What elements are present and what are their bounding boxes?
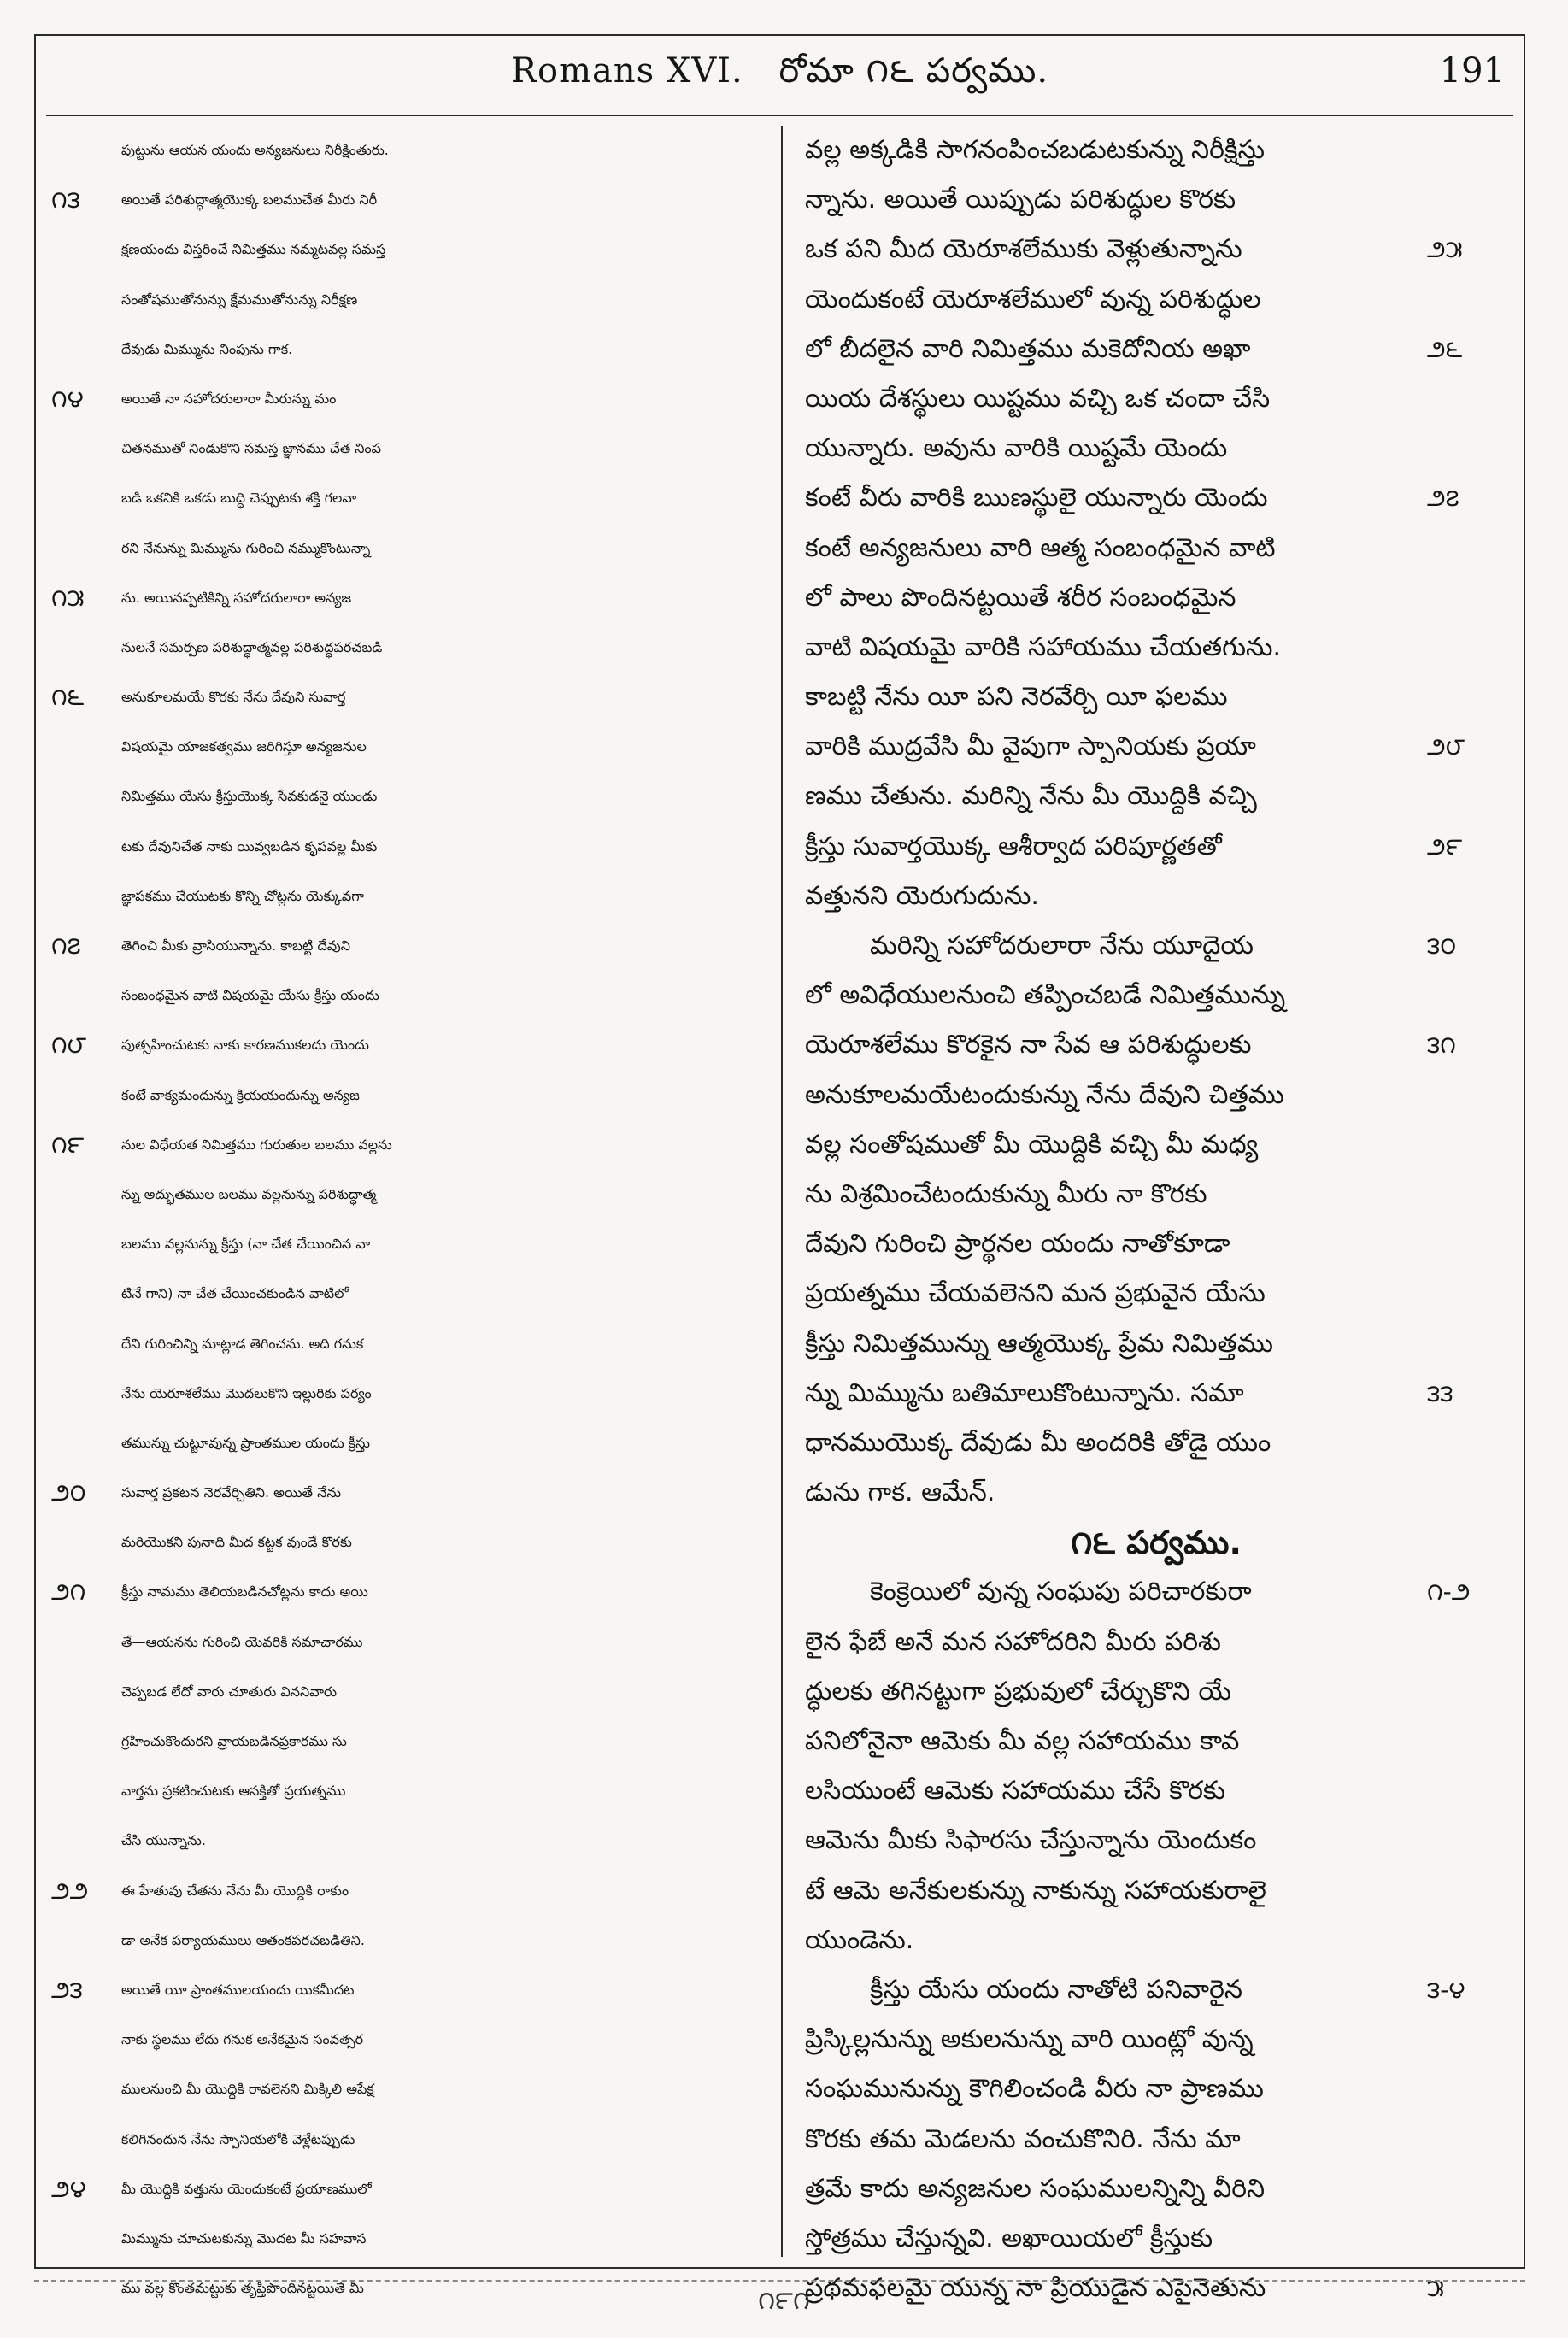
line-text: బడి ఒకనికి ఒకడు బుద్ధి చెప్పుటకు శక్తి గలవా bbox=[121, 490, 357, 507]
line-text: డా అనేక పర్యాయములు ఆతంకపరచబడితిని. bbox=[121, 1931, 365, 1948]
line-text: యియ దేశస్థులు యిష్టము వచ్చి ఒక చందా చేసి bbox=[805, 383, 1271, 414]
text-line bbox=[793, 2065, 1519, 2114]
text-line bbox=[44, 1567, 771, 1617]
line-text: మీ యొద్దికి వత్తును యెందుకంటే ప్రయాణములో bbox=[121, 2180, 372, 2197]
line-text: మరియొకని పునాది మీద కట్టక వుండే కొరకు bbox=[121, 1534, 352, 1551]
line-text: వార్తను ప్రకటించుటకు ఆసక్తితో ప్రయత్నము bbox=[121, 1783, 346, 1800]
line-text: క్రీస్తు నిమిత్తమున్ను ఆత్మయొక్క ప్రేమ నిమిత్తము bbox=[805, 1328, 1273, 1359]
text-line bbox=[793, 1816, 1519, 1865]
text-line bbox=[44, 1916, 771, 1965]
line-text: స్తోత్రము చేస్తున్నవి. అఖాయియలో క్రీస్తుకు bbox=[805, 2223, 1213, 2253]
text-line bbox=[793, 1916, 1519, 1965]
text-line bbox=[44, 2115, 771, 2165]
text-line bbox=[44, 1468, 771, 1518]
line-text: చెప్పబడ లేదో వారు చూతురు విననివారు bbox=[121, 1683, 338, 1700]
text-line bbox=[793, 275, 1519, 325]
line-text: సంబంధమైన వాటి విషయమై యేసు క్రీస్తు యందు bbox=[121, 987, 379, 1004]
line-text: దేని గురించిన్ని మాట్లాడ తెగించను. అది గనుక bbox=[121, 1335, 364, 1352]
text-line bbox=[793, 1717, 1519, 1766]
line-text: తమున్ను చుట్టూవున్న ప్రాంతముల యందు క్రీస్తు bbox=[121, 1434, 370, 1451]
verse-number: ౨౨ bbox=[51, 1876, 89, 1905]
text-line bbox=[44, 126, 771, 175]
verse-number: ౧౭ bbox=[51, 931, 81, 960]
text-line bbox=[793, 1965, 1519, 2015]
text-line bbox=[44, 524, 771, 573]
verse-number: ౨౦ bbox=[51, 1478, 86, 1507]
line-text: క్షణయందు విస్తరించే నిమిత్తము నమ్మటవల్ల సమస్త bbox=[121, 241, 386, 258]
line-text: టినే గాని) నా చేత చేయించకుండిన వాటిలో bbox=[121, 1285, 349, 1302]
line-text: డును గాక. ఆమేన్. bbox=[805, 1477, 995, 1508]
running-title-telugu: రోమా ౧౬ పర్వము. bbox=[778, 51, 1049, 91]
line-text: వత్తునని యెరుగుదును. bbox=[805, 880, 1039, 911]
text-line bbox=[793, 1419, 1519, 1468]
line-text: కలిగినందున నేను స్పానియలోకి వెళ్లేటప్పుడు bbox=[121, 2130, 355, 2147]
line-text: మరిన్ని సహోదరులారా నేను యూదైయ bbox=[870, 931, 1254, 960]
text-line bbox=[793, 921, 1519, 971]
right-column bbox=[793, 126, 1519, 2304]
line-text: కొరకు తమ మెడలను వంచుకొనిరి. నేను మా bbox=[805, 2124, 1241, 2154]
line-text: చేసి యున్నాను. bbox=[121, 1832, 206, 1849]
line-text: వారికి ముద్రవేసి మీ వైపుగా స్పానియకు ప్రయా bbox=[805, 731, 1256, 762]
text-line bbox=[44, 2165, 771, 2214]
text-line bbox=[793, 1269, 1519, 1319]
line-text: ఈ హేతువు చేతను నేను మీ యొద్దికి రాకుం bbox=[121, 1882, 349, 1899]
verse-number: ౧౮ bbox=[51, 1031, 87, 1060]
line-text: దేవుని గురించి ప్రార్థనల యందు నాతోకూడా bbox=[805, 1229, 1230, 1260]
line-text: ను. అయినప్పటికిన్ని సహోదరులారా అన్యజ bbox=[121, 589, 352, 606]
line-text: లో అవిధేయులనుంచి తప్పించబడే నిమిత్తమున్ను bbox=[805, 980, 1286, 1011]
text-line bbox=[44, 1219, 771, 1269]
verse-number: ౨౭ bbox=[1427, 484, 1459, 513]
text-line bbox=[44, 1020, 771, 1070]
text-line bbox=[793, 772, 1519, 821]
line-text: అనుకూలమయే కొరకు నేను దేవుని సువార్త bbox=[121, 689, 346, 706]
chapter-heading bbox=[793, 1518, 1519, 1567]
text-line bbox=[793, 126, 1519, 175]
line-text: అయితే యీ ప్రాంతములయందు యికమీదట bbox=[121, 1981, 355, 1998]
text-line bbox=[44, 1419, 771, 1468]
text-line bbox=[44, 1965, 771, 2015]
line-text: క్రీస్తు యేసు యందు నాతోటి పనివారైన bbox=[870, 1974, 1242, 2005]
text-line bbox=[793, 1020, 1519, 1070]
text-line bbox=[44, 473, 771, 523]
text-line bbox=[44, 673, 771, 722]
line-text: ఒక పని మీద యెరూశలేముకు వెళ్లుతున్నాను bbox=[805, 234, 1242, 265]
line-text: తెగించి మీకు వ్రాసియున్నాను. కాబట్టి దేవుని bbox=[121, 937, 350, 954]
line-text: లో పాలు పొందినట్టయితే శరీర సంబంధమైన bbox=[805, 582, 1236, 613]
text-line bbox=[793, 1219, 1519, 1269]
text-line bbox=[793, 2015, 1519, 2065]
line-text: ములనుంచి మీ యొద్దికి రావలెనని మిక్కిలి అపేక్ష bbox=[121, 2081, 374, 2098]
text-line bbox=[44, 1269, 771, 1319]
running-title bbox=[36, 51, 1524, 99]
verse-number: ౨౩ bbox=[51, 1975, 83, 2004]
text-line bbox=[44, 1071, 771, 1120]
text-line bbox=[793, 1866, 1519, 1916]
line-text: న్నాను. అయితే యిప్పుడు పరిశుద్ధుల కొరకు bbox=[805, 185, 1236, 215]
line-text: క్రీస్తు సువార్తయొక్క ఆశీర్వాద పరిపూర్ణతతో bbox=[805, 831, 1222, 861]
page-number: 191 bbox=[1439, 51, 1505, 91]
text-line bbox=[793, 524, 1519, 573]
text-line bbox=[793, 822, 1519, 872]
line-text: పుట్టును ఆయన యందు అన్యజనులు నిరీక్షింతురు. bbox=[121, 142, 389, 158]
line-text: చితనముతో నిండుకొని సమస్త జ్ఞానము చేత నింప bbox=[121, 440, 382, 457]
text-line bbox=[44, 921, 771, 971]
verse-number: ౩-౪ bbox=[1427, 1975, 1465, 2004]
text-line bbox=[44, 424, 771, 473]
text-line bbox=[793, 1618, 1519, 1667]
text-line bbox=[44, 872, 771, 921]
line-text: తే—ఆయనను గురించి యెవరికి సమాచారము bbox=[121, 1633, 363, 1650]
text-line bbox=[44, 1618, 771, 1667]
text-line bbox=[793, 1567, 1519, 1617]
text-line bbox=[44, 2065, 771, 2114]
line-text: యుండెను. bbox=[805, 1924, 914, 1955]
line-text: లసియుంటే ఆమెకు సహాయము చేసే కొరకు bbox=[805, 1776, 1225, 1806]
line-text: వాటి విషయమై వారికి సహాయము చేయతగును. bbox=[805, 631, 1281, 662]
verse-number: ౩౩ bbox=[1427, 1378, 1453, 1407]
line-text: న్ను మిమ్మును బతిమాలుకొంటున్నాను. సమా bbox=[805, 1378, 1244, 1408]
line-text: లైన ఫేబే అనే మన సహోదరిని మీరు పరిశు bbox=[805, 1626, 1221, 1657]
line-text: కాబట్టి నేను యీ పని నెరవేర్చి యీ ఫలము bbox=[805, 682, 1228, 713]
text-line bbox=[44, 1518, 771, 1567]
line-text: ఆమెను మీకు సిఫారసు చేస్తున్నాను యెందుకం bbox=[805, 1825, 1257, 1856]
line-text: కెంక్రెయిలో వున్న సంఘపు పరిచారకురా bbox=[870, 1577, 1252, 1607]
line-text: టకు దేవునిచేత నాకు యివ్వబడిన కృపవల్ల మీకు bbox=[121, 837, 378, 855]
text-line bbox=[44, 225, 771, 274]
text-line bbox=[793, 325, 1519, 374]
line-text: యెందుకంటే యెరూశలేములో వున్న పరిశుద్ధుల bbox=[805, 284, 1261, 314]
text-line bbox=[793, 374, 1519, 424]
verse-number: ౧౯ bbox=[51, 1130, 85, 1159]
verse-number: ౧౩ bbox=[51, 185, 80, 214]
line-text: జ్ఞాపకము చేయుటకు కొన్ని చోట్లను యెక్కువగా bbox=[121, 887, 364, 904]
line-text: నులనే సమర్పణ పరిశుద్ధాత్మవల్ల పరిశుద్ధపరచబడి bbox=[121, 638, 383, 655]
text-line bbox=[44, 2015, 771, 2065]
chapter-heading-text: ౧౬ పర్వము. bbox=[1071, 1524, 1242, 1562]
line-text: కంటే వీరు వారికి ఋణస్థులై యున్నారు యెందు bbox=[805, 483, 1268, 514]
text-line bbox=[793, 1120, 1519, 1170]
text-line bbox=[44, 275, 771, 325]
line-text: ణము చేతును. మరిన్ని నేను మీ యొద్దికి వచ్చి bbox=[805, 781, 1257, 812]
text-line bbox=[793, 225, 1519, 274]
line-text: సంతోషముతోనున్ను క్షేమముతోనున్ను నిరీక్షణ bbox=[121, 291, 358, 308]
text-line bbox=[44, 374, 771, 424]
text-line bbox=[793, 1468, 1519, 1518]
line-text: నేను యెరూశలేము మొదలుకొని ఇల్లురికు పర్యం bbox=[121, 1384, 372, 1401]
line-text: న్ను అద్భుతముల బలము వల్లనున్ను పరిశుద్ధాత్మ bbox=[121, 1185, 377, 1202]
verse-number: ౨౬ bbox=[1427, 334, 1463, 363]
line-text: సంఘమునున్ను కౌగిలించండి వీరు నా ప్రాణము bbox=[805, 2074, 1264, 2105]
footer-rule bbox=[34, 2280, 1525, 2282]
text-line bbox=[793, 673, 1519, 722]
line-text: ను విశ్రమించేటందుకున్ను మీరు నా కొరకు bbox=[805, 1178, 1207, 1209]
line-text: టే ఆమె అనేకులకున్ను నాకున్ను సహాయకురాలై bbox=[805, 1875, 1266, 1906]
text-line bbox=[793, 1667, 1519, 1717]
text-line bbox=[44, 1369, 771, 1419]
line-text: గ్రహించుకొందురని వ్రాయబడినప్రకారము సు bbox=[121, 1733, 347, 1749]
text-line bbox=[793, 573, 1519, 623]
line-text: పుత్సహించుటకు నాకు కారణముకలదు యెందు bbox=[121, 1037, 369, 1054]
text-line bbox=[793, 1170, 1519, 1219]
verse-number: ౨౯ bbox=[1427, 831, 1463, 861]
line-text: ప్రిస్కిల్లనున్ను అకులనున్ను వారి యింట్లో వున్న bbox=[805, 2024, 1254, 2055]
line-text: రని నేనున్ను మిమ్మును గురించి నమ్ముకొంటున్నా bbox=[121, 539, 371, 556]
line-text: యెరూశలేము కొరకైన నా సేవ ఆ పరిశుద్ధులకు bbox=[805, 1030, 1252, 1060]
text-line bbox=[44, 1667, 771, 1717]
line-text: ధానముయొక్క దేవుడు మీ అందరికి తోడై యుం bbox=[805, 1427, 1271, 1458]
text-line bbox=[44, 1816, 771, 1865]
line-text: కంటే అన్యజనులు వారి ఆత్మ సంబంధమైన వాటి bbox=[805, 532, 1276, 563]
text-line bbox=[793, 722, 1519, 772]
line-text: పనిలోనైనా ఆమెకు మీ వల్ల సహాయము కావ bbox=[805, 1726, 1240, 1756]
text-line bbox=[44, 1319, 771, 1369]
text-line bbox=[44, 1717, 771, 1766]
line-text: అయితే నా సహోదరులారా మీరున్ను మం bbox=[121, 390, 337, 407]
line-text: వల్ల అక్కడికి సాగనంపించబడుటకున్ను నిరీక్షిస్తు bbox=[805, 135, 1265, 165]
text-line bbox=[793, 2165, 1519, 2214]
text-line bbox=[793, 872, 1519, 921]
text-line bbox=[793, 175, 1519, 225]
line-text: నుల విధేయత నిమిత్తము గురుతుల బలము వల్లను bbox=[121, 1136, 392, 1153]
verse-number: ౨౮ bbox=[1427, 732, 1465, 761]
line-text: యున్నారు. అవును వారికి యిష్టమే యెందు bbox=[805, 433, 1228, 464]
line-text: దేవుడు మిమ్మును నింపును గాక. bbox=[121, 340, 293, 357]
text-line bbox=[793, 424, 1519, 473]
text-line bbox=[44, 772, 771, 821]
line-text: అనుకూలమయేటందుకున్ను నేను దేవుని చిత్తము bbox=[805, 1079, 1284, 1110]
verse-number: ౩౧ bbox=[1427, 1031, 1456, 1060]
verse-number: ౩౦ bbox=[1427, 931, 1457, 960]
text-line bbox=[44, 2214, 771, 2264]
text-line bbox=[44, 722, 771, 772]
line-text: ప్రయత్నము చేయవలెనని మన ప్రభువైన యేసు bbox=[805, 1278, 1266, 1309]
text-line bbox=[44, 1120, 771, 1170]
verse-number: ౨౪ bbox=[51, 2174, 86, 2203]
header-rule bbox=[46, 115, 1513, 116]
text-line bbox=[44, 1766, 771, 1816]
text-line bbox=[44, 175, 771, 225]
verse-number: ౫ bbox=[1427, 2274, 1444, 2303]
page-header bbox=[36, 36, 1524, 121]
line-text: త్రమే కాదు అన్యజనుల సంఘములన్నిన్ని వీరిని bbox=[805, 2173, 1266, 2204]
text-line bbox=[44, 1866, 771, 1916]
verse-number: ౧౫ bbox=[51, 583, 85, 612]
left-column bbox=[44, 126, 771, 2297]
line-text: సువార్త ప్రకటన నెరవేర్చితిని. అయితే నేను bbox=[121, 1484, 342, 1501]
text-line bbox=[793, 971, 1519, 1020]
line-text: లో బీదలైన వారి నిమిత్తము మకెదోనియ అఖా bbox=[805, 333, 1251, 364]
text-line bbox=[793, 1071, 1519, 1120]
text-line bbox=[793, 1766, 1519, 1816]
text-line bbox=[793, 473, 1519, 523]
footer-signature-mark: ౧౯౧ bbox=[758, 2286, 810, 2316]
verse-number: ౨౫ bbox=[1427, 235, 1463, 264]
verse-number: ౧౪ bbox=[51, 384, 84, 413]
column-divider bbox=[781, 126, 783, 2257]
line-text: విషయమై యాజకత్వము జరిగిస్తూ అన్యజనుల bbox=[121, 738, 367, 755]
line-text: మిమ్మును చూచుటకున్ను మొదట మీ సహవాస bbox=[121, 2229, 367, 2247]
text-line bbox=[44, 573, 771, 623]
line-text: ద్ధులకు తగినట్టుగా ప్రభువులో చేర్చుకొని యే bbox=[805, 1676, 1231, 1707]
line-text: ప్రథమఫలమై యున్న నా ప్రియుడైన ఎపైనెతును bbox=[805, 2273, 1266, 2304]
text-line bbox=[44, 325, 771, 374]
line-text: బలము వల్లనున్ను క్రీస్తు (నా చేత చేయించిన వా bbox=[121, 1236, 371, 1253]
text-line bbox=[44, 971, 771, 1020]
verse-number: ౧-౨ bbox=[1427, 1577, 1471, 1607]
text-line bbox=[793, 2115, 1519, 2165]
text-line bbox=[793, 623, 1519, 673]
text-line bbox=[793, 1369, 1519, 1419]
text-line bbox=[44, 623, 771, 673]
line-text: నిమిత్తము యేసు క్రీస్తుయొక్క సేవకుడనై యుండు bbox=[121, 788, 378, 805]
text-line bbox=[793, 2214, 1519, 2264]
text-line bbox=[44, 822, 771, 872]
verse-number: ౨౧ bbox=[51, 1577, 86, 1607]
verse-number: ౧౬ bbox=[51, 683, 85, 712]
line-text: అయితే పరిశుద్ధాత్మయొక్క బలముచేత మీరు నిరీ bbox=[121, 191, 378, 209]
line-text: వల్ల సంతోషముతో మీ యొద్దికి వచ్చి మీ మధ్య bbox=[805, 1129, 1259, 1160]
text-line bbox=[793, 1319, 1519, 1369]
running-title-english: Romans XVI. bbox=[510, 51, 743, 91]
line-text: కంటే వాక్యమందున్ను క్రియయందున్ను అన్యజ bbox=[121, 1086, 360, 1103]
text-line bbox=[44, 1170, 771, 1219]
line-text: క్రీస్తు నామము తెలియబడినచోట్లను కాదు అయి bbox=[121, 1583, 368, 1601]
line-text: ము వల్ల కొంతమట్టుకు తృప్తిపొందినట్టయితే మీ bbox=[121, 2280, 364, 2297]
line-text: నాకు స్థలము లేదు గనుక అనేకమైన సంవత్సర bbox=[121, 2031, 364, 2048]
